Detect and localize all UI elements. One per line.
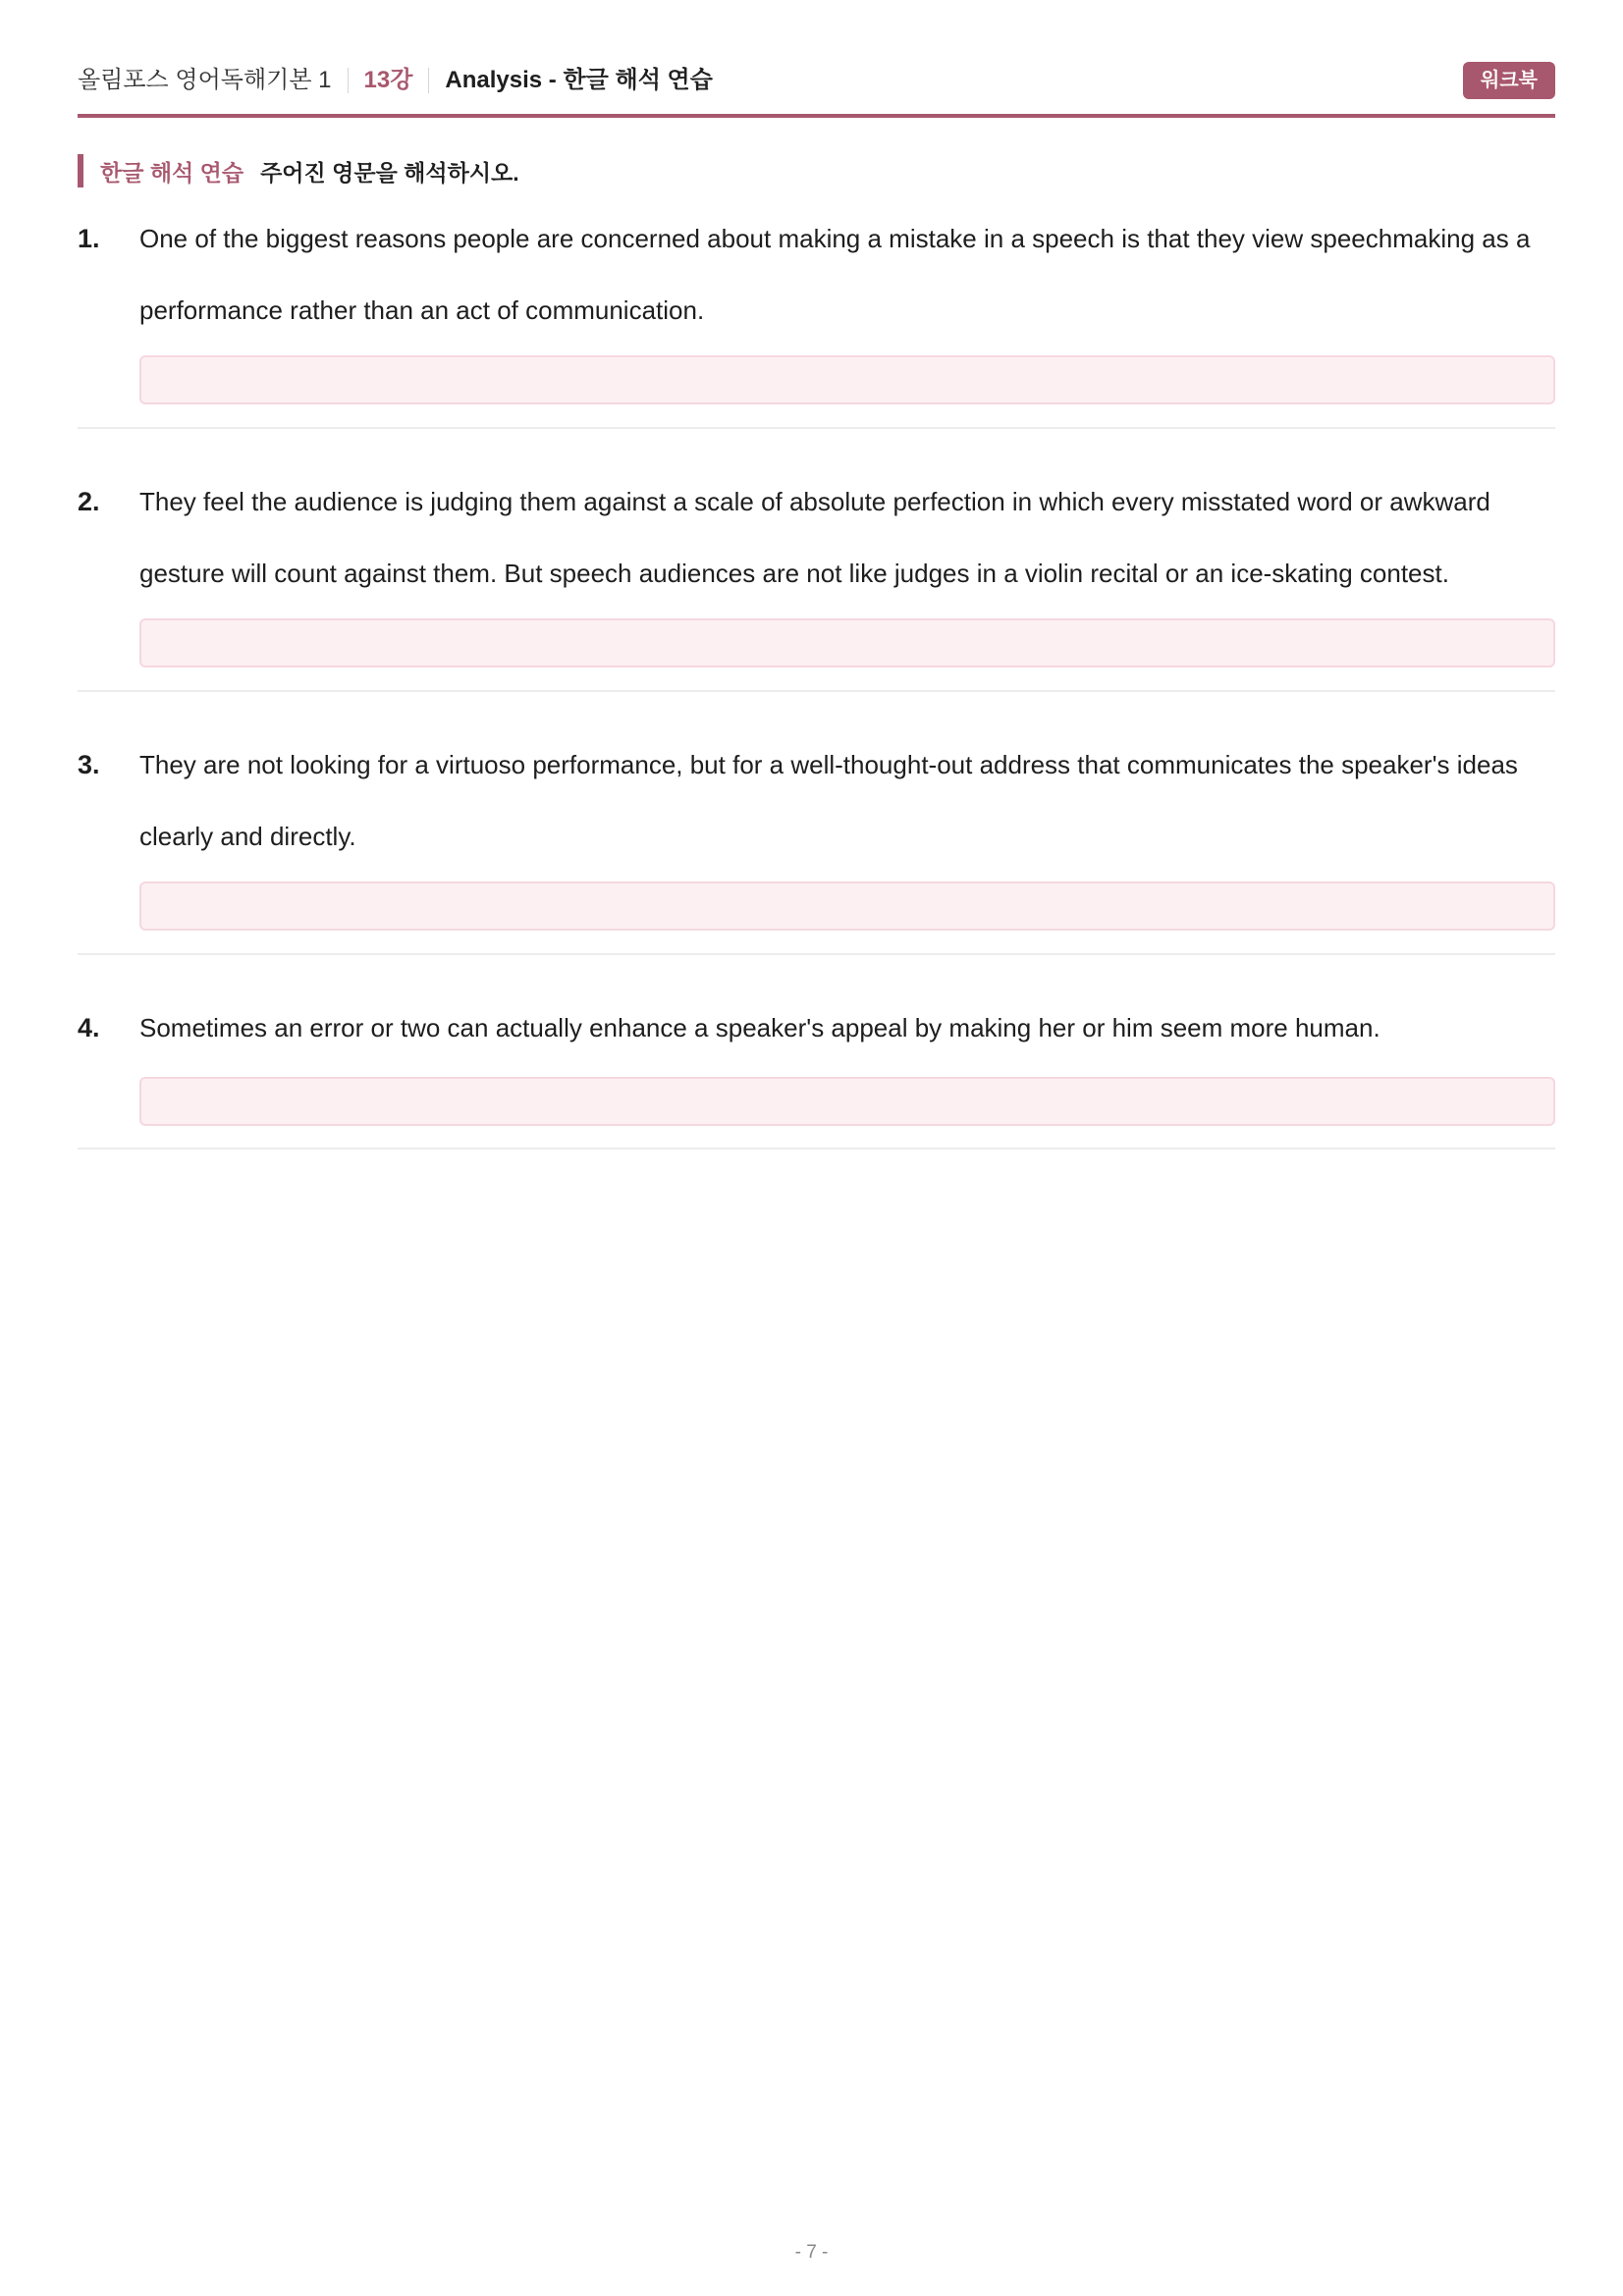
section-title: Analysis - 한글 해석 연습 — [445, 67, 713, 93]
item-number: 2. — [78, 487, 100, 516]
instruction-text: 주어진 영문을 해석하시오. — [260, 159, 519, 186]
exercise-item-1 — [78, 203, 1555, 429]
item-sentence: They are not looking for a virtuoso performance, but for a well-thought-out address that communicates the speaker's ideas clearly and directly. — [139, 750, 1518, 851]
answer-input-box[interactable] — [139, 618, 1555, 667]
answer-input-box[interactable] — [139, 1077, 1555, 1126]
item-number: 1. — [78, 224, 100, 253]
instruction-label: 한글 해석 연습 — [100, 159, 244, 186]
lesson-number: 13강 — [363, 67, 413, 93]
item-sentence: They feel the audience is judging them against a scale of absolute perfection in which every misstated word or awkward gesture will count against them. But speech audiences are not like judges in a violin recital or an ice-skating contest. — [139, 487, 1490, 588]
page-header — [78, 59, 1555, 118]
exercise-item-4 — [78, 992, 1555, 1149]
page-number: - 7 - — [794, 2242, 829, 2263]
exercise-item-3 — [78, 729, 1555, 955]
book-title: 올림포스 영어독해기본 1 — [78, 67, 332, 93]
workbook-badge: 워크북 — [1463, 62, 1555, 99]
item-number: 3. — [78, 750, 100, 779]
header-breadcrumb — [78, 65, 713, 96]
item-sentence: One of the biggest reasons people are concerned about making a mistake in a speech is that they view speechmaking as a performance rather than an act of communication. — [139, 224, 1531, 325]
item-sentence: Sometimes an error or two can actually enhance a speaker's appeal by making her or him seem more human. — [139, 1013, 1380, 1042]
answer-input-box[interactable] — [139, 881, 1555, 931]
exercise-item-2 — [78, 466, 1555, 692]
header-divider — [348, 68, 349, 93]
instruction-bar — [78, 154, 519, 187]
answer-input-box[interactable] — [139, 355, 1555, 404]
item-number: 4. — [78, 1013, 100, 1042]
header-divider — [428, 68, 429, 93]
